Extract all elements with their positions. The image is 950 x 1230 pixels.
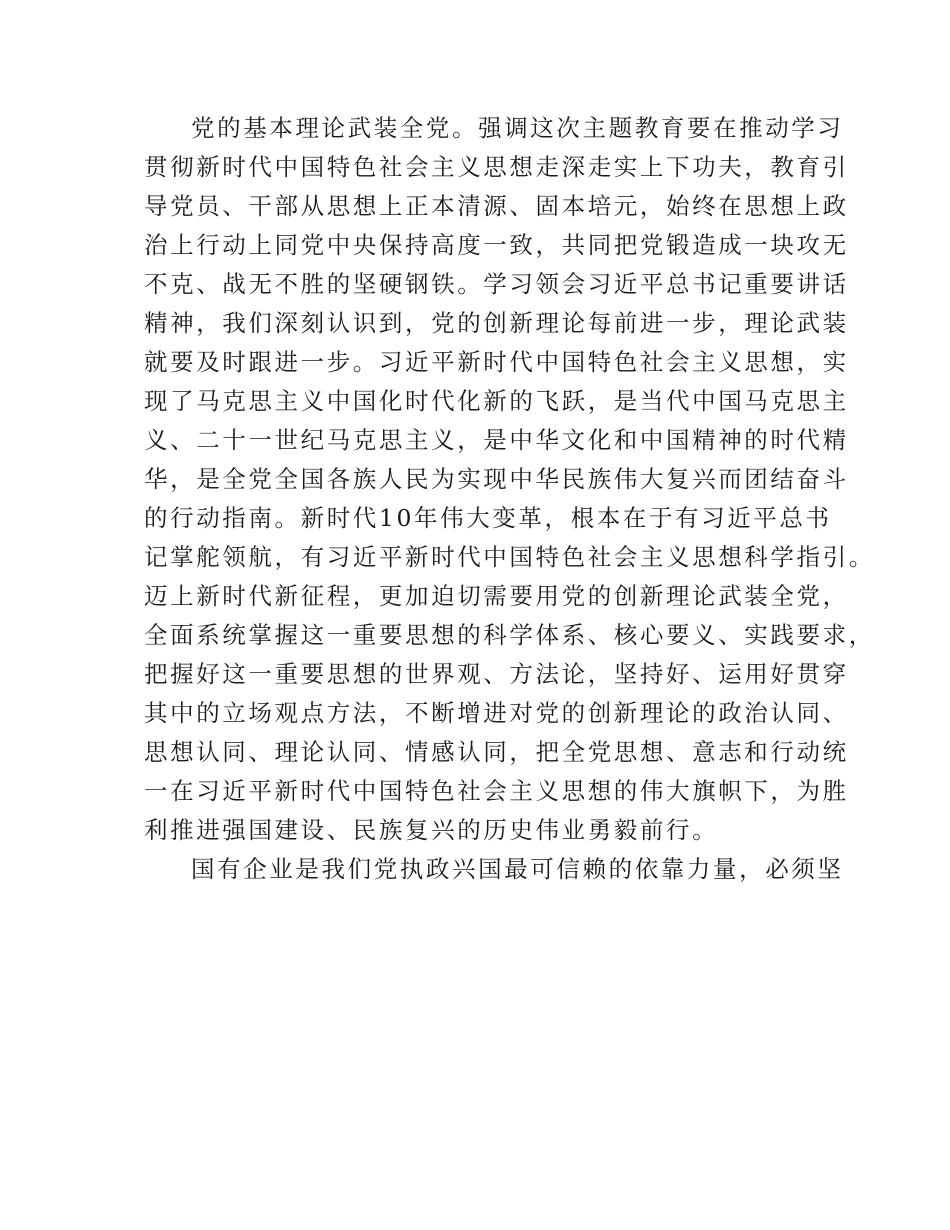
paragraph-line: 不克、战无不胜的坚硬钢铁。学习领会习近平总书记重要讲话 (144, 270, 849, 298)
paragraph-line: 迈上新时代新征程，更加迫切需要用党的创新理论武装全党， (144, 582, 849, 610)
paragraph-line: 其中的立场观点方法，不断增进对党的创新理论的政治认同、 (144, 699, 849, 727)
paragraph-line: 贯彻新时代中国特色社会主义思想走深走实上下功夫，教育引 (144, 153, 849, 181)
paragraph-line: 现了马克思主义中国化时代化新的飞跃，是当代中国马克思主 (144, 387, 849, 415)
paragraph-line: 就要及时跟进一步。习近平新时代中国特色社会主义思想，实 (144, 348, 849, 376)
paragraph-line: 把握好这一重要思想的世界观、方法论，坚持好、运用好贯穿 (144, 660, 849, 688)
paragraph-line: 国有企业是我们党执政兴国最可信赖的依靠力量，必须坚 (191, 855, 844, 883)
paragraph-line: 精神，我们深刻认识到，党的创新理论每前进一步，理论武装 (144, 309, 849, 337)
paragraph-line: 的行动指南。新时代10年伟大变革，根本在于有习近平总书 (144, 504, 832, 532)
paragraph-line: 华，是全党全国各族人民为实现中华民族伟大复兴而团结奋斗 (144, 465, 849, 493)
paragraph-line: 一在习近平新时代中国特色社会主义思想的伟大旗帜下，为胜 (144, 777, 849, 805)
paragraph-line: 思想认同、理论认同、情感认同，把全党思想、意志和行动统 (144, 738, 849, 766)
paragraph-line: 导党员、干部从思想上正本清源、固本培元，始终在思想上政 (144, 192, 849, 220)
paragraph-line: 治上行动上同党中央保持高度一致，共同把党锻造成一块攻无 (144, 231, 849, 259)
paragraph-line: 记掌舵领航，有习近平新时代中国特色社会主义思想科学指引。 (144, 543, 875, 571)
paragraph-line: 利推进强国建设、民族复兴的历史伟业勇毅前行。 (144, 816, 719, 844)
paragraph-line: 全面系统掌握这一重要思想的科学体系、核心要义、实践要求， (144, 621, 875, 649)
paragraph-line: 义、二十一世纪马克思主义，是中华文化和中国精神的时代精 (144, 426, 849, 454)
paragraph-line: 党的基本理论武装全党。强调这次主题教育要在推动学习 (191, 114, 844, 142)
